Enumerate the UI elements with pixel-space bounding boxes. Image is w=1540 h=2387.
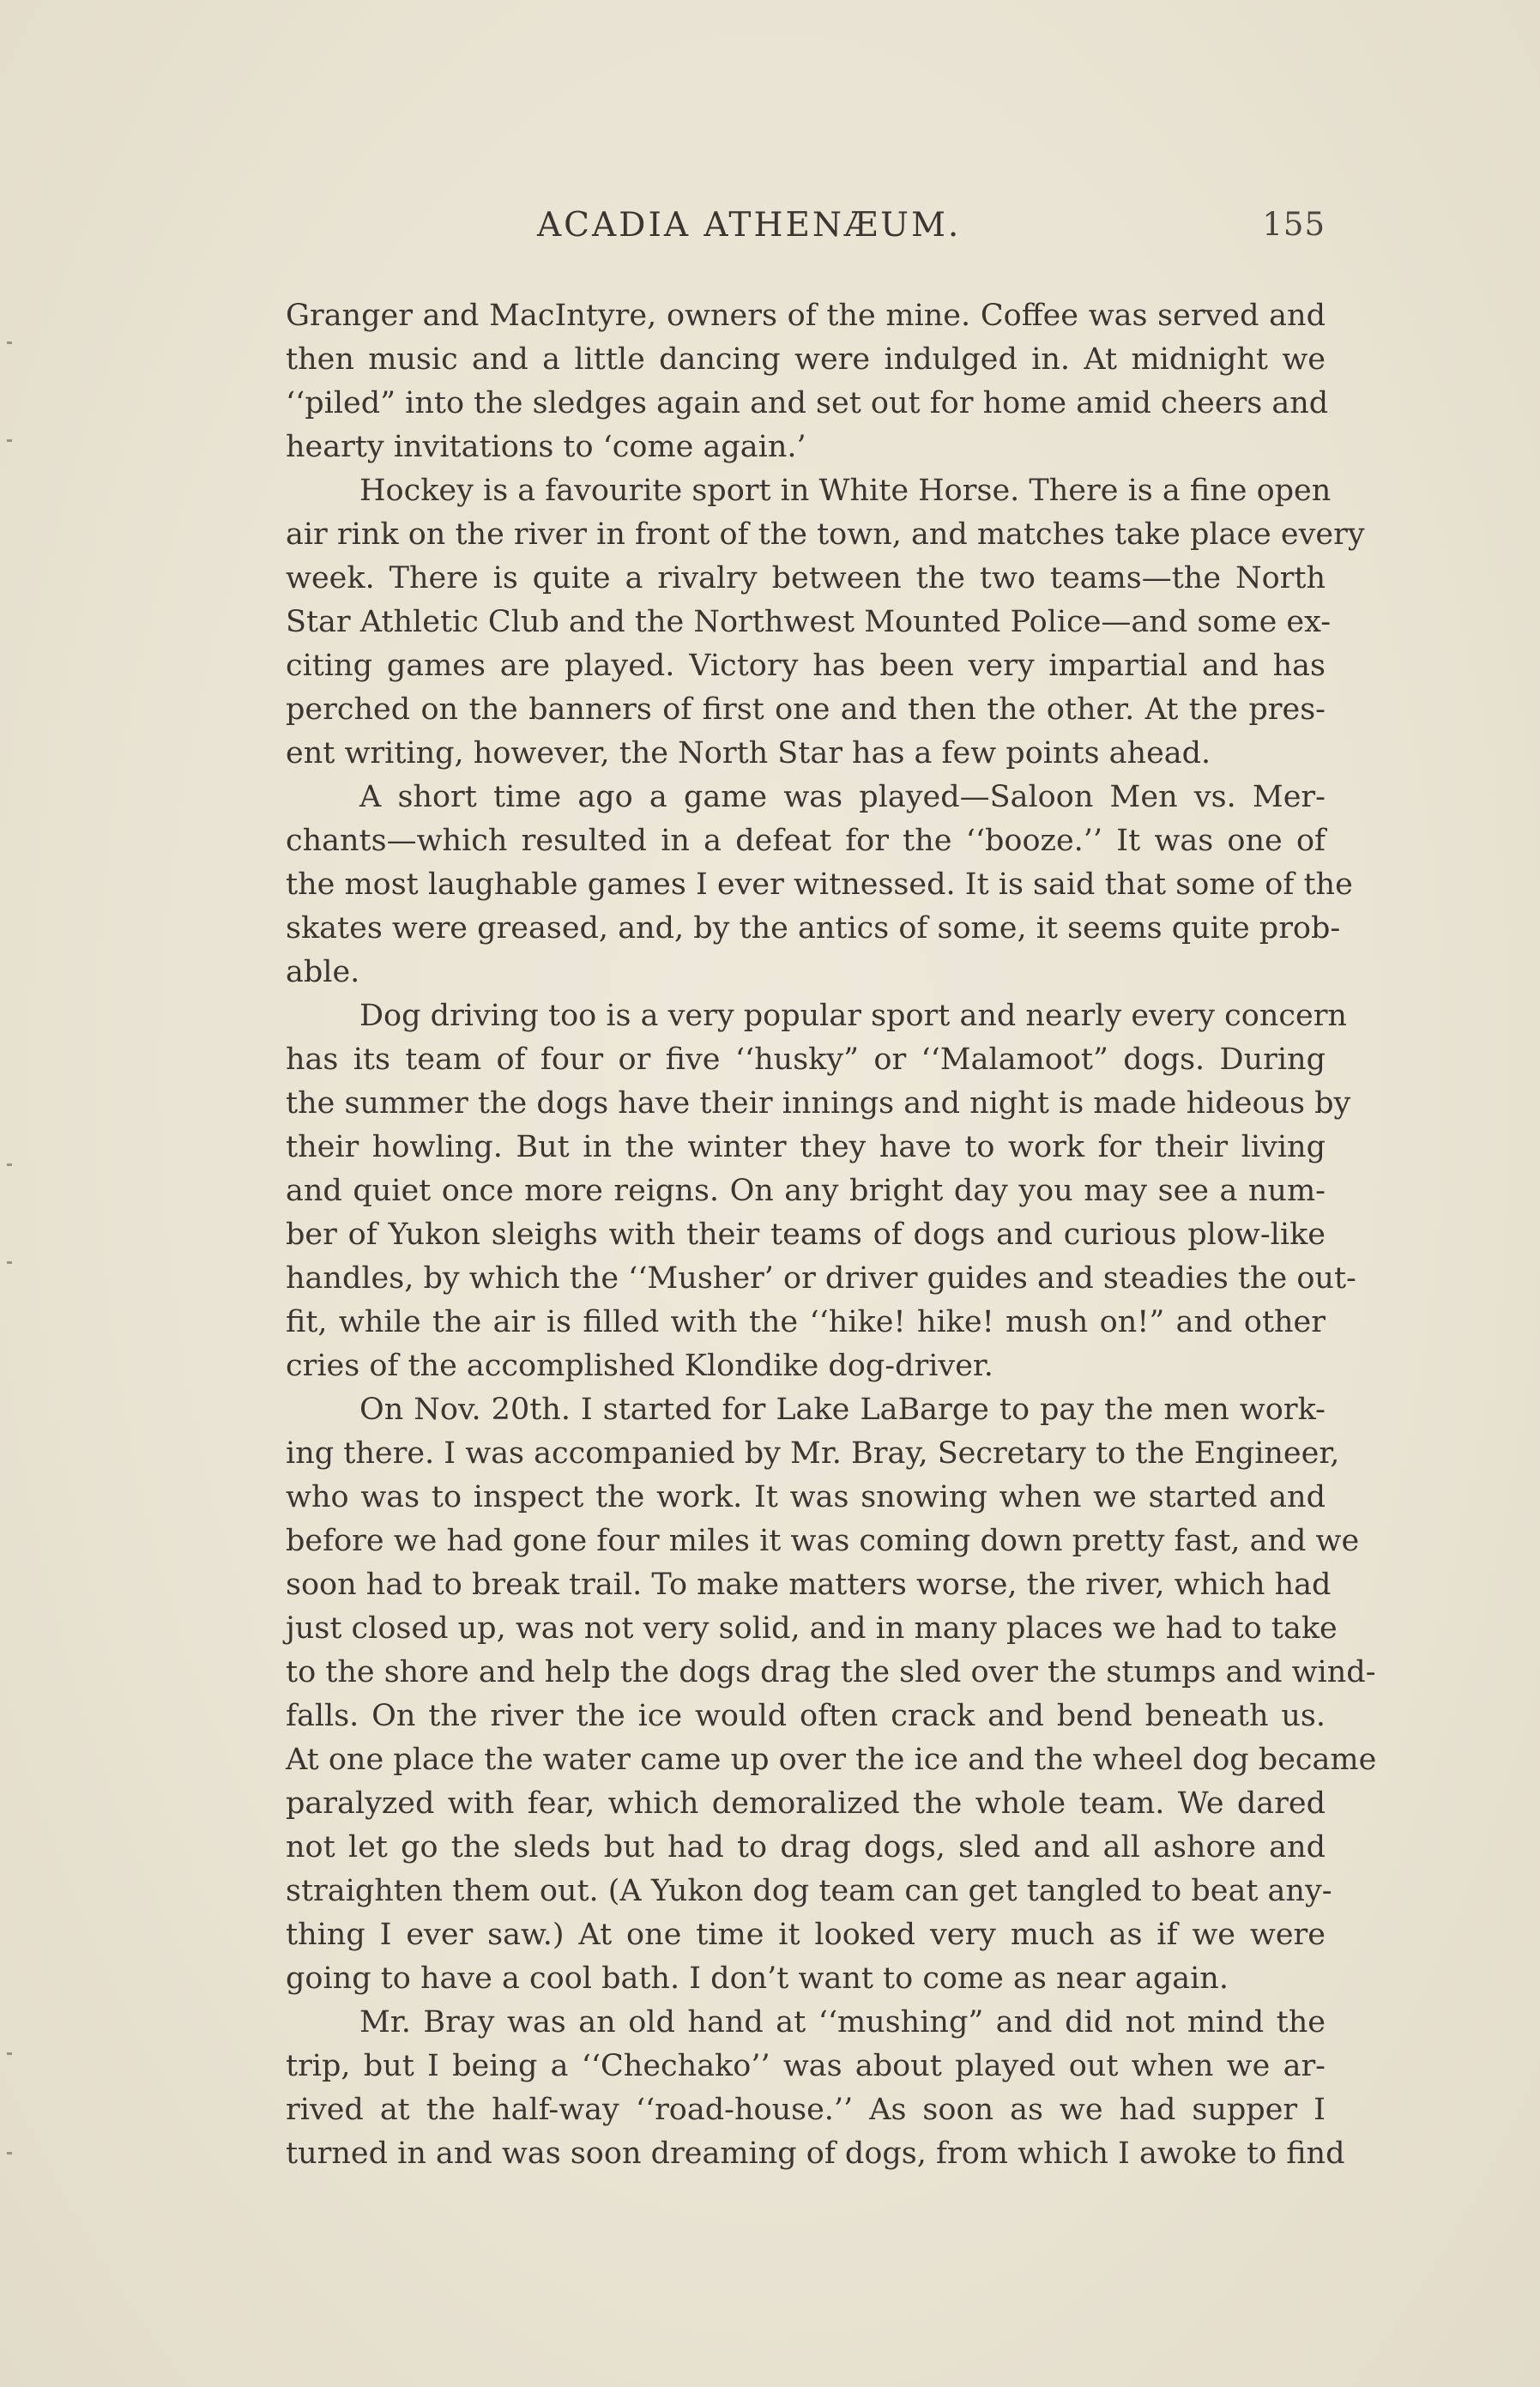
text-line: soon had to break trail. To make matters worse, the river, which had [286,1568,1332,1602]
text-line: fit, while the air is filled with the ‘‘hike! hike! mush on!” and other [286,1305,1326,1339]
text-line: trip, but I being a ‘‘Chechako’’ was about played out when we ar- [286,2049,1326,2083]
text-line: Hockey is a favourite sport in White Horse. There is a fine open [359,474,1332,508]
text-line: falls. On the river the ice would often crack and bend beneath us. [286,1699,1326,1733]
text-line: going to have a cool bath. I don’t want to come as near again. [286,1961,1229,1996]
journal-title: ACADIA ATHENÆUM. [537,206,962,245]
text-line: thing I ever saw.) At one time it looked very much as if we were [286,1918,1326,1952]
text-line: to the shore and help the dogs drag the sled over the stumps and wind- [286,1655,1376,1689]
text-line: Granger and MacIntyre, owners of the mine. Coffee was served and [286,299,1326,333]
text-line: the summer the dogs have their innings and night is made hideous by [286,1086,1351,1121]
text-line: has its team of four or five ‘‘husky” or ‘‘Malamoot” dogs. During [286,1042,1326,1077]
article-body [286,294,1377,2176]
text-line: air rink on the river in front of the town, and matches take place every [286,517,1365,552]
text-line: hearty invitations to ‘come again.’ [286,430,806,464]
text-line: citing games are played. Victory has been very impartial and has [286,649,1326,683]
text-line: then music and a little dancing were indulged in. At midnight we [286,342,1326,377]
text-line: skates were greased, and, by the antics of some, it seems quite prob- [286,911,1341,946]
margin-mark [7,439,12,442]
text-line: ber of Yukon sleighs with their teams of dogs and curious plow-like [286,1218,1326,1252]
text-line: cries of the accomplished Klondike dog-driver. [286,1349,993,1383]
margin-mark [7,341,12,344]
text-line: before we had gone four miles it was coming down pretty fast, and we [286,1524,1360,1558]
text-line: not let go the sleds but had to drag dogs, sled and all ashore and [286,1830,1326,1864]
text-line: At one place the water came up over the ice and the wheel dog became [286,1743,1377,1777]
text-line: handles, by which the ‘‘Musher’ or driver guides and steadies the out- [286,1261,1356,1296]
margin-mark [7,2052,12,2055]
margin-mark [7,2152,12,2154]
text-line: perched on the banners of first one and then the other. At the pres- [286,692,1326,727]
text-line: just closed up, was not very solid, and in many places we had to take [286,1611,1338,1646]
text-line: able. [286,955,360,989]
text-line: who was to inspect the work. It was snowing when we started and [286,1480,1326,1514]
text-line: ent writing, however, the North Star has a few points ahead. [286,736,1211,770]
text-line: A short time ago a game was played—Saloon Men vs. Mer- [359,780,1326,814]
text-line: ing there. I was accompanied by Mr. Bray, Secretary to the Engineer, [286,1436,1340,1471]
text-line: week. There is quite a rivalry between the two teams—the North [286,561,1326,595]
running-head [286,206,1326,249]
text-line: On Nov. 20th. I started for Lake LaBarge to pay the men work- [359,1393,1326,1427]
text-line: chants—which resulted in a defeat for the ‘‘booze.’’ It was one of [286,824,1326,858]
text-line: straighten them out. (A Yukon dog team can get tangled to beat any- [286,1874,1332,1908]
margin-mark [7,1163,12,1166]
text-line: the most laughable games I ever witnessed. It is said that some of the [286,867,1353,902]
text-line: Dog driving too is a very popular sport and nearly every concern [359,999,1347,1033]
text-line: and quiet once more reigns. On any bright day you may see a num- [286,1174,1326,1208]
text-line: turned in and was soon dreaming of dogs, from which I awoke to find [286,2136,1345,2171]
text-line: rived at the half-way ‘‘road-house.’’ As soon as we had supper I [286,2093,1326,2127]
text-line: Mr. Bray was an old hand at ‘‘mushing” and did not mind the [359,2005,1326,2040]
text-line: paralyzed with fear, which demoralized the whole team. We dared [286,1786,1326,1821]
text-line: their howling. But in the winter they have to work for their living [286,1130,1326,1164]
page-number: 155 [1262,206,1326,243]
margin-mark [7,1261,12,1264]
text-line: Star Athletic Club and the Northwest Mounted Police—and some ex- [286,605,1332,639]
text-line: ‘‘piled” into the sledges again and set out for home amid cheers and [286,386,1329,420]
